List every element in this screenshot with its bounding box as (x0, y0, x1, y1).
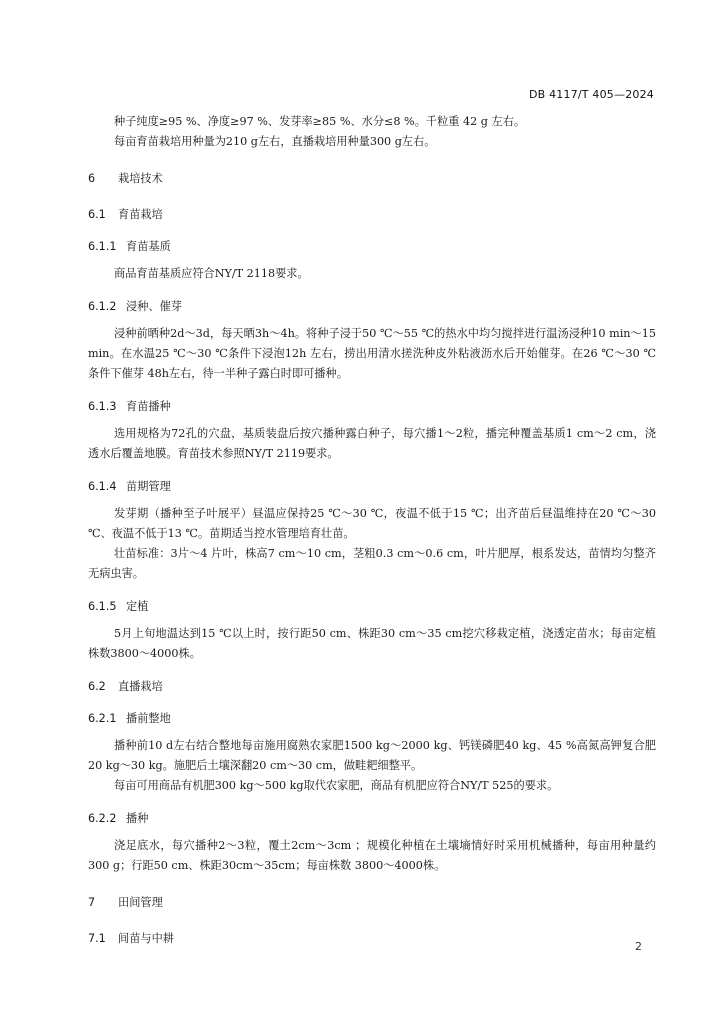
section-number: 6 (88, 172, 96, 185)
sowing-tray-paragraph: 选用规格为72孔的穴盘，基质装盘后按穴播种露白种子，每穴播1～2粒，播完种覆盖基质1 cm～2 cm，浇透水后覆盖地膜。育苗技术参照NY/T 2119要求。 (88, 427, 656, 460)
seed-quality-paragraph: 种子纯度≥95 %、净度≥97 %、发芽率≥85 %、水分≤8 %。千粒重 42 g 左右。 (114, 115, 526, 128)
section-title: 播前整地 (126, 712, 171, 725)
section-6-heading (88, 170, 656, 188)
section-6-2-2-heading (88, 810, 656, 828)
section-title: 定植 (126, 600, 149, 613)
section-title: 播种 (126, 812, 149, 825)
section-number: 6.2.2 (88, 812, 117, 825)
transplant-paragraph: 5月上旬地温达到15 ℃以上时，按行距50 cm、株距30 cm～35 cm挖穴移栽定植，浇透定苗水；每亩定植株数3800～4000株。 (88, 627, 656, 660)
section-number: 6.1.3 (88, 400, 117, 413)
document-body (88, 112, 656, 948)
strong-seedling-paragraph: 壮苗标准：3片～4 片叶，株高7 cm～10 cm，茎粗0.3 cm～0.6 cm，叶片肥厚，根系发达，苗情均匀整齐无病虫害。 (88, 547, 656, 580)
section-number: 6.2 (88, 680, 106, 693)
section-7-heading (88, 894, 656, 912)
section-title: 田间管理 (118, 896, 163, 909)
section-title: 育苗栽培 (118, 208, 163, 221)
section-number: 6.1.5 (88, 600, 117, 613)
section-title: 直播栽培 (118, 680, 163, 693)
section-6-1-1-heading (88, 238, 656, 256)
section-number: 6.1.1 (88, 240, 117, 253)
section-6-2-1-heading (88, 710, 656, 728)
section-title: 育苗基质 (126, 240, 171, 253)
section-6-1-heading (88, 206, 656, 224)
substrate-paragraph: 商品育苗基质应符合NY/T 2118要求。 (114, 267, 309, 280)
land-prep-paragraph: 播种前10 d左右结合整地每亩施用腐熟农家肥1500 kg～2000 kg、钙镁磷肥40 kg、45 %高氮高钾复合肥20 kg～30 kg。施肥后土壤深翻20 cm～30 cm，做畦耙细整平。 (88, 739, 656, 772)
section-6-1-5-heading (88, 598, 656, 616)
section-number: 7.1 (88, 932, 106, 945)
section-title: 浸种、催芽 (126, 300, 182, 313)
section-number: 6.1 (88, 208, 106, 221)
section-6-1-4-heading (88, 478, 656, 496)
organic-fertilizer-paragraph: 每亩可用商品有机肥300 kg～500 kg取代农家肥，商品有机肥应符合NY/T 525的要求。 (114, 779, 559, 792)
section-number: 6.1.2 (88, 300, 117, 313)
seed-amount-paragraph: 每亩育苗栽培用种量为210 g左右，直播栽培用种量300 g左右。 (114, 135, 436, 148)
section-7-1-heading (88, 930, 656, 948)
document-code: DB 4117/T 405—2024 (528, 88, 654, 101)
section-number: 6.1.4 (88, 480, 117, 493)
section-6-2-heading (88, 678, 656, 696)
section-title: 栽培技术 (118, 172, 163, 185)
soaking-paragraph: 浸种前晒种2d～3d，每天晒3h～4h。将种子浸于50 ℃～55 ℃的热水中均匀搅拌进行温汤浸种10 min～15 min。在水温25 ℃～30 ℃条件下浸泡12h 左右，捞出用清水搓洗种皮外粘液沥水后开始催芽。在26 ℃～30 ℃条件下催芽 48h左右，待一半种子露白时即可播种。 (88, 327, 656, 380)
section-title: 育苗播种 (126, 400, 171, 413)
section-6-1-3-heading (88, 398, 656, 416)
seedling-temperature-paragraph: 发芽期（播种至子叶展平）昼温应保持25 ℃～30 ℃，夜温不低于15 ℃；出齐苗后昼温维持在20 ℃～30 ℃、夜温不低于13 ℃。苗期适当控水管理培育壮苗。 (88, 507, 656, 540)
section-title: 苗期管理 (126, 480, 171, 493)
section-number: 7 (88, 896, 96, 909)
section-6-1-2-heading (88, 298, 656, 316)
direct-sowing-paragraph: 浇足底水，每穴播种2～3粒，覆土2cm～3cm ；规模化种植在土壤墒情好时采用机械播种，每亩用种量约300 g；行距50 cm、株距30cm～35cm；每亩株数 3800～4000株。 (88, 839, 656, 872)
section-number: 6.2.1 (88, 712, 117, 725)
page-number: 2 (635, 940, 642, 953)
section-title: 间苗与中耕 (118, 932, 174, 945)
